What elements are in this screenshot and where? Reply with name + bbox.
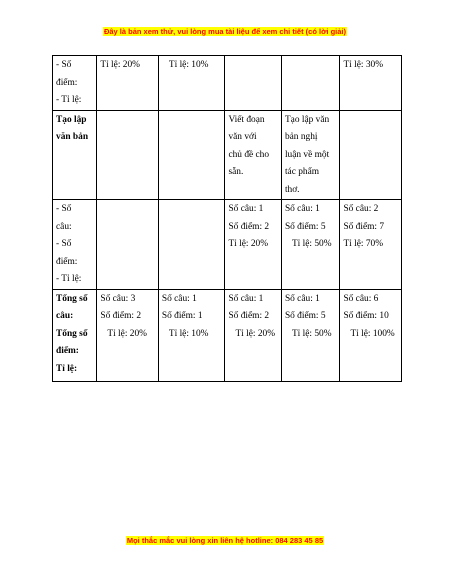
row-label-cell (53, 289, 97, 381)
table-cell (281, 200, 340, 290)
row-label-line: điểm: (56, 77, 78, 88)
cell-line: Tỉ lệ: 100% (350, 328, 395, 339)
table-cell (340, 200, 402, 290)
cell-line: Số điểm: 10 (343, 311, 389, 321)
table-cell (340, 289, 402, 381)
row-label-line: câu: (56, 311, 74, 321)
table-cell (97, 289, 159, 381)
table-cell (158, 289, 225, 381)
cell-line: Tỉ lệ: 50% (291, 239, 332, 249)
table-row (53, 56, 402, 111)
cell-line: Số câu: 2 (343, 204, 379, 214)
cell-line: Tỉ lệ: 20% (235, 328, 276, 339)
cell-line: Số câu: 1 (284, 293, 320, 304)
table-cell (281, 56, 340, 111)
cell-line: Tỉ lệ: 20% (228, 239, 269, 249)
row-label-line: Tỉ lệ: (56, 363, 78, 374)
cell-line: Tạo lập văn (284, 114, 330, 125)
row-label-line: - Tỉ lệ: (56, 274, 82, 284)
table-row (53, 200, 402, 290)
cell-line: sẵn. (228, 167, 244, 177)
table-cell (158, 56, 225, 111)
cell-line: Số điểm: 5 (284, 311, 326, 321)
row-label-line: - Số (56, 204, 72, 214)
cell-line: bản nghị (284, 132, 318, 142)
cell-line: tác phẩm (284, 167, 320, 177)
row-label-line: văn bản (56, 132, 89, 142)
row-label-cell (53, 56, 97, 111)
exam-matrix-table (52, 55, 402, 382)
cell-line: Số điểm: 5 (284, 221, 326, 232)
cell-line: Số câu: 1 (228, 204, 264, 214)
row-label-line: Tổng số (56, 328, 88, 339)
row-label-cell (53, 110, 97, 200)
row-label-line: - Tỉ lệ: (56, 95, 82, 105)
cell-line: văn với (228, 132, 257, 142)
row-label-line: Tổng số (56, 293, 88, 304)
table-cell (281, 110, 340, 200)
cell-line: Số điểm: 1 (161, 311, 203, 321)
cell-line: Tỉ lệ: 10% (168, 60, 209, 70)
preview-notice-text: Đây là bản xem thử, vui lòng mua tài liệu để xem chi tiết (có lời giải) (103, 27, 347, 36)
cell-line: luận về một (284, 149, 330, 160)
row-label-cell (53, 200, 97, 290)
cell-line: Số điểm: 2 (228, 311, 270, 321)
cell-line: Số câu: 1 (228, 293, 264, 304)
cell-line: Số điểm: 7 (343, 221, 385, 232)
table-cell (158, 110, 225, 200)
cell-line: Tỉ lệ: 70% (343, 239, 384, 249)
cell-line: Số điểm: 2 (228, 221, 270, 232)
table-cell (340, 110, 402, 200)
table-row (53, 289, 402, 381)
hotline-notice-banner (0, 536, 450, 545)
cell-line: Tỉ lệ: 10% (168, 328, 209, 339)
row-label-line: câu: (56, 221, 72, 232)
cell-line: Tỉ lệ: 20% (107, 328, 147, 339)
row-label-line: Tạo lập (56, 114, 87, 125)
row-label-line: điểm: (56, 346, 79, 356)
cell-line: Số điểm: 2 (100, 311, 142, 321)
cell-line: Viết đoạn (228, 114, 265, 125)
table-cell (225, 110, 281, 200)
cell-line: Tỉ lệ: 50% (291, 328, 332, 339)
table-cell (225, 56, 281, 111)
row-label-line: điểm: (56, 256, 78, 267)
table-cell (97, 56, 159, 111)
cell-line: Số câu: 3 (100, 293, 136, 304)
table-cell (225, 289, 281, 381)
cell-line: Tỉ lệ: 20% (100, 60, 140, 70)
table-cell (97, 200, 159, 290)
row-label-line: - Số (56, 239, 72, 249)
preview-notice-banner (0, 27, 450, 36)
table-cell (340, 56, 402, 111)
table-cell (97, 110, 159, 200)
table-cell (281, 289, 340, 381)
cell-line: Số câu: 6 (343, 293, 379, 304)
cell-line: thơ. (284, 184, 300, 195)
cell-line: Số câu: 1 (284, 204, 320, 214)
row-label-line: - Số (56, 60, 72, 70)
table-cell (225, 200, 281, 290)
table-cell (158, 200, 225, 290)
table-row (53, 110, 402, 200)
hotline-notice-text: Mọi thắc mắc vui lòng xin liên hệ hotline: 084 283 45 85 (126, 536, 324, 545)
cell-line: Tỉ lệ: 30% (343, 60, 384, 70)
cell-line: chủ đề cho (228, 149, 270, 160)
cell-line: Số câu: 1 (161, 293, 197, 304)
